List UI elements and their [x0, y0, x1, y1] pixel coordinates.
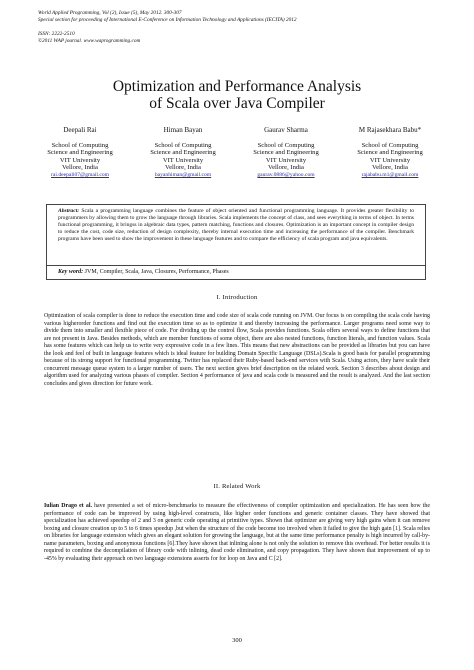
author-block: [40, 127, 440, 193]
author-name: Gaurav Sharma: [264, 126, 308, 134]
related-work-paragraph: [44, 503, 430, 563]
author-university: VIT University: [59, 156, 101, 164]
issn: ISSN: 2222-2510: [38, 31, 75, 37]
keywords-text: JVM, Compiler, Scala, Java, Closures, Performance, Phases: [84, 269, 229, 275]
author-dept: Science and Engineering: [253, 149, 319, 157]
author-city: Vellore, India: [165, 164, 201, 172]
author-school: School of Computing: [51, 141, 109, 149]
author-card: [128, 127, 238, 180]
author-card: [231, 127, 341, 180]
keywords-box: [46, 266, 426, 280]
author-university: VIT University: [162, 156, 204, 164]
section-heading-related-work: II. Related Work: [213, 483, 261, 490]
introduction-paragraph: Optimization of scala compiler is done to reduce the execution time and code size of scala code running on JVM. Our focus is on compiling the scala code having various higherorder functions and find out the execution time so as to optimize it and thereby increasing the performance. Larger programs need some way to divide them into smaller and flexible piece of code. For dividing up the control flow, Scala provides functions. Scala offers several ways to define functions that are not present in Java. Besides methods, which are member functions of some object, there are also nested functions, function literals, and function values. Scala has some features which can help us to write very expressive code in a few lines. This means that new abstractions can be provided as libraries but you can have the look and feel of built in language features which is ideal feature for building Domain Specific Language (DSLs).Scala is good basis for parallel programming because of its strong support for functional programming. Twitter has replaced their Ruby-based back-end services with Scala. Using actors, they have scale their concurrent message queue system to a larger number of users. The next section gives brief description on the related work. Section 3 describes about design and algorithm used for analyzing various phases of compiler. Section 4 performance of java and scala code is measured and the result is analyzed. And the last section concludes and gives direction for future work.: [44, 313, 430, 387]
section-heading-introduction: I. Introduction: [216, 294, 258, 301]
author-city: Vellore, India: [268, 164, 304, 172]
abstract-box: [46, 204, 426, 266]
author-email-link[interactable]: bayanhiman@gmail.com: [154, 171, 212, 178]
related-work-text: have presented a set of micro-benchmarks to measure the effectiveness of compiler optimization and specialization. He has seen how the performance of code can be improved by using high-level constructs, like higher order functions and generic container classes. They have showed that specialization has achieved speedup of 2 and 3 on generic code operating at primitive types. Shown that optimizer are giving very high gains when it can remove boxing and closure creation up to 5 to 6 times speedup ,but when the structure of the code become too involved when it failed to give the high gain [1]. Scala relies on libraries for language extension which gives an elegant solution for growing the language, but at the same time performance penalty is high incurred by call-by-name parameters, boxing and anonymous functions [6].They have shown that inlining alone is not only the solution to remove this overhead. For better results it is required to combine the decompilation of library code with inlining, dead code elimination, and copy propagation. They have shown that improvement of up to -45% by evaluating their approach on two language extensions asserts for for loop on Java and C [2].: [44, 503, 430, 562]
author-email-link[interactable]: rajababu.m1@gmail.com: [361, 171, 419, 178]
author-school: School of Computing: [257, 141, 315, 149]
author-city: Vellore, India: [62, 164, 98, 172]
abstract-text: Scala a programming language combines the feature of object oriented and functional programming language. It provides greater flexibility to programmers by allowing them to grow the language through libraries. Scala implements the concept of class, and sees everything in terms of object. In terms functional programming, it bringss in algebraic data types, pattern matching, functions and closures. Optimization is an important concept in compiler design to reduce the cost, code size, reduction of design complexity, thereby internal execution time and increasing the performance of the compiler. Benchmark programs have been used to show the improvement in these language features and to compare the efficiency of scala program and java equivalents.: [58, 208, 414, 243]
author-name: M Rajasekhara Babu*: [358, 126, 422, 134]
copyright: ©2011 WAP journal. www.waprogramming.com: [38, 38, 141, 44]
author-dept: Science and Engineering: [150, 149, 216, 157]
author-school: School of Computing: [361, 141, 419, 149]
author-school: School of Computing: [154, 141, 212, 149]
author-dept: Science and Engineering: [357, 149, 423, 157]
paper-title-line-2: of Scala over Java Compiler: [149, 95, 325, 112]
author-card: [25, 127, 135, 180]
related-work-lead-authors: Iulian Drago et al.: [44, 503, 92, 509]
author-email-link[interactable]: rai.deepali07@gmail.com: [51, 171, 109, 178]
page-number: 300: [232, 637, 242, 644]
author-city: Vellore, India: [372, 164, 408, 172]
journal-citation: World Applied Programming, Vol (2), Issue (5), May 2012. 300-307: [38, 10, 182, 16]
paper-title-line-1: Optimization and Performance Analysis: [112, 78, 362, 95]
author-name: Deepali Rai: [63, 126, 97, 134]
abstract-label: Abstract:: [58, 208, 80, 214]
author-university: VIT University: [265, 156, 307, 164]
author-card: [335, 127, 445, 180]
special-section-note: Special section for proceeding of International E-Conference on Information Technology and Applications (IECITA) 2012: [38, 17, 297, 23]
author-dept: Science and Engineering: [47, 149, 113, 157]
author-university: VIT University: [369, 156, 411, 164]
author-email-link[interactable]: gaurav.0886@yahoo.com: [257, 171, 315, 178]
journal-header: [38, 10, 438, 45]
keywords-label: Key word:: [58, 269, 84, 275]
author-name: Himan Bayan: [163, 126, 203, 134]
